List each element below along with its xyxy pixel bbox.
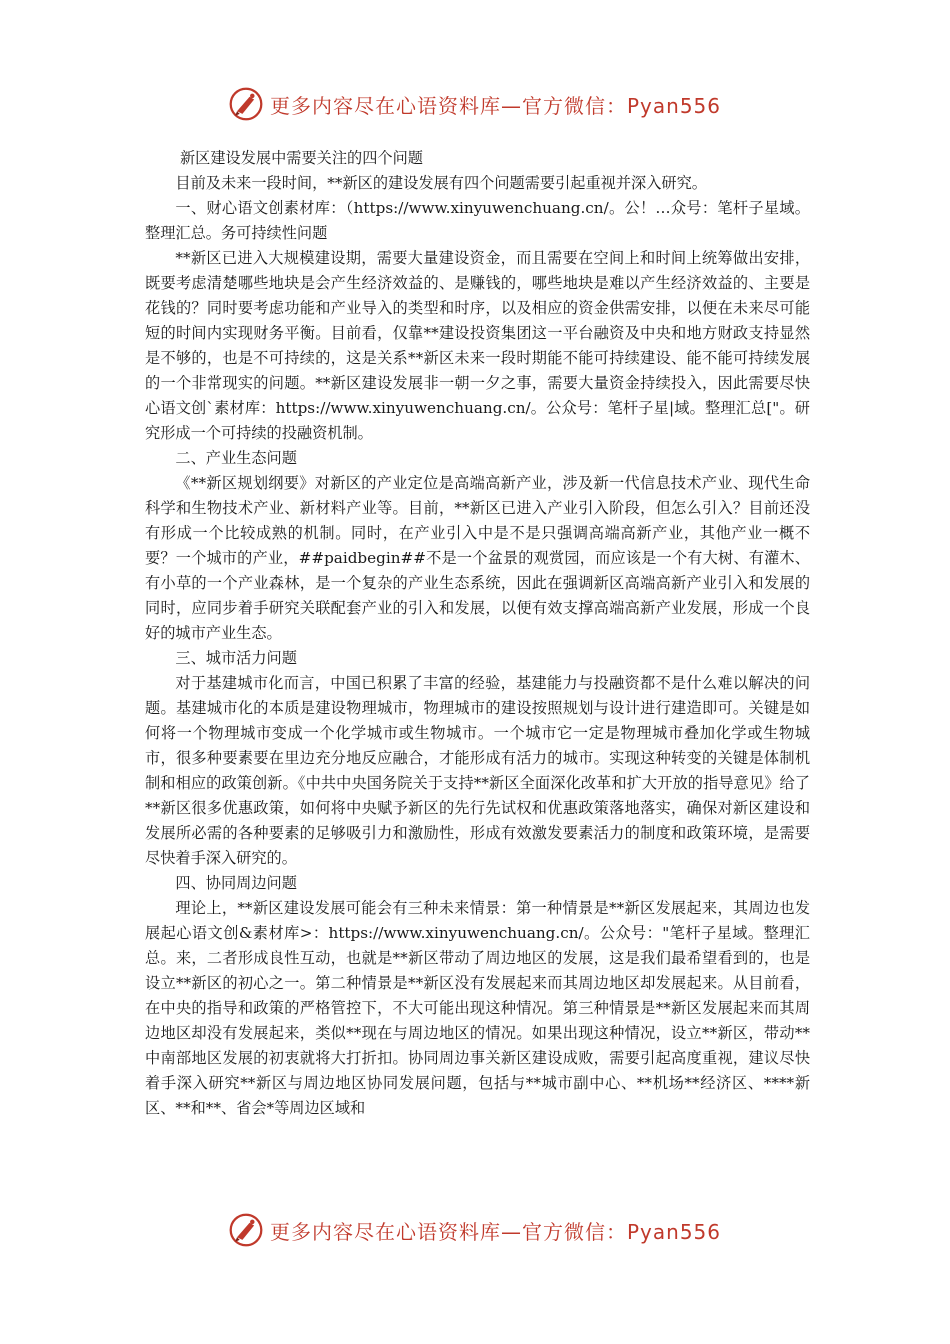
header-banner-text: 更多内容尽在心语资料库—官方微信：Pyan556	[270, 93, 722, 118]
section-1-heading: 一、财心语文创素材库：（https://www.xinyuwenchuang.cn/。公！…众号：笔杆子星域。整理汇总。务可持续性问题	[145, 199, 810, 242]
section-3-paragraph: 对于基建城市化而言，中国已积累了丰富的经验，基建能力与投融资都不是什么难以解决的问题。基建城市化的本质是建设物理城市，物理城市的建设按照规划与设计进行建造即可。关键是如何将一个物理城市变成一个化学城市或生物城市。一个城市它一定是物理城市叠加化学或生物城市，很多种要素要在里边充分地反应融合，才能形成有活力的城市。实现这种转变的关键是体制机制和相应的政策创新。《中共中央国务院关于支持**新区全面深化改革和扩大开放的指导意见》给了**新区很多优惠政策，如何将中央赋予新区的先行先试权和优惠政策落地落实，确保对新区建设和发展所必需的各种要素的足够吸引力和激励性，形成有效激发要素活力的制度和政策环境，是需要尽快着手深入研究的。	[145, 674, 810, 867]
pen-logo-icon	[228, 86, 264, 122]
section-3-heading: 三、城市活力问题	[175, 649, 297, 667]
footer-banner-text: 更多内容尽在心语资料库—官方微信：Pyan556	[270, 1219, 722, 1244]
section-2-paragraph: 《**新区规划纲要》对新区的产业定位是高端高新产业，涉及新一代信息技术产业、现代生命科学和生物技术产业、新材料产业等。目前，**新区已进入产业引入阶段，但怎么引入？目前还没有形成一个比较成熟的机制。同时，在产业引入中是不是只强调高端高新产业，其他产业一概不要？一个城市的产业，##paidbegin##不是一个盆景的观赏园，而应该是一个有大树、有灌木、有小草的一个产业森林，是一个复杂的产业生态系统，因此在强调新区高端高新产业引入和发展的同时，应同步着手研究关联配套产业的引入和发展，以便有效支撑高端高新产业发展，形成一个良好的城市产业生态。	[145, 474, 810, 642]
document-title: 新区建设发展中需要关注的四个问题	[179, 149, 423, 167]
pen-logo-icon	[228, 1212, 264, 1248]
section-4-paragraph: 理论上，**新区建设发展可能会有三种未来情景：第一种情景是**新区发展起来，其周边也发展起心语文创&素材库>：https://www.xinyuwenchuang.cn/。公众号："笔杆子星域。整理汇总。来，二者形成良性互动，也就是**新区带动了周边地区的发展，这是我们最希望看到的，也是设立**新区的初心之一。第二种情景是**新区没有发展起来而其周边地区却发展起来。从目前看，在中央的指导和政策的严格管控下，不大可能出现这种情况。第三种情景是**新区发展起来而其周边地区却没有发展起来，类似**现在与周边地区的情况。如果出现这种情况，设立**新区，带动**中南部地区发展的初衷就将大打折扣。协同周边事关新区建设成败，需要引起高度重视，建议尽快着手深入研究**新区与周边地区协同发展问题，包括与**城市副中心、**机场**经济区、****新区、**和**、省会*等周边区域和	[145, 899, 810, 1117]
document-body	[145, 146, 810, 1121]
footer-banner	[228, 1210, 721, 1250]
intro-paragraph: 目前及未来一段时间，**新区的建设发展有四个问题需要引起重视并深入研究。	[175, 174, 707, 192]
section-4-heading: 四、协同周边问题	[175, 874, 297, 892]
section-1-paragraph: **新区已进入大规模建设期，需要大量建设资金，而且需要在空间上和时间上统筹做出安排，既要考虑清楚哪些地块是会产生经济效益的、是赚钱的，哪些地块是难以产生经济效益的、主要是花钱的？同时要考虑功能和产业导入的类型和时序，以及相应的资金供需安排，以便在未来尽可能短的时间内实现财务平衡。目前看，仅靠**建设投资集团这一平台融资及中央和地方财政支持显然是不够的，也是不可持续的，这是关系**新区未来一段时期能不能可持续建设、能不能可持续发展的一个非常现实的问题。**新区建设发展非一朝一夕之事，需要大量资金持续投入，因此需要尽快心语文创`素材库：https://www.xinyuwenchuang.cn/。公众号：笔杆子星|域。整理汇总["。研究形成一个可持续的投融资机制。	[145, 249, 810, 442]
header-banner	[228, 84, 721, 124]
section-2-heading: 二、产业生态问题	[175, 449, 297, 467]
